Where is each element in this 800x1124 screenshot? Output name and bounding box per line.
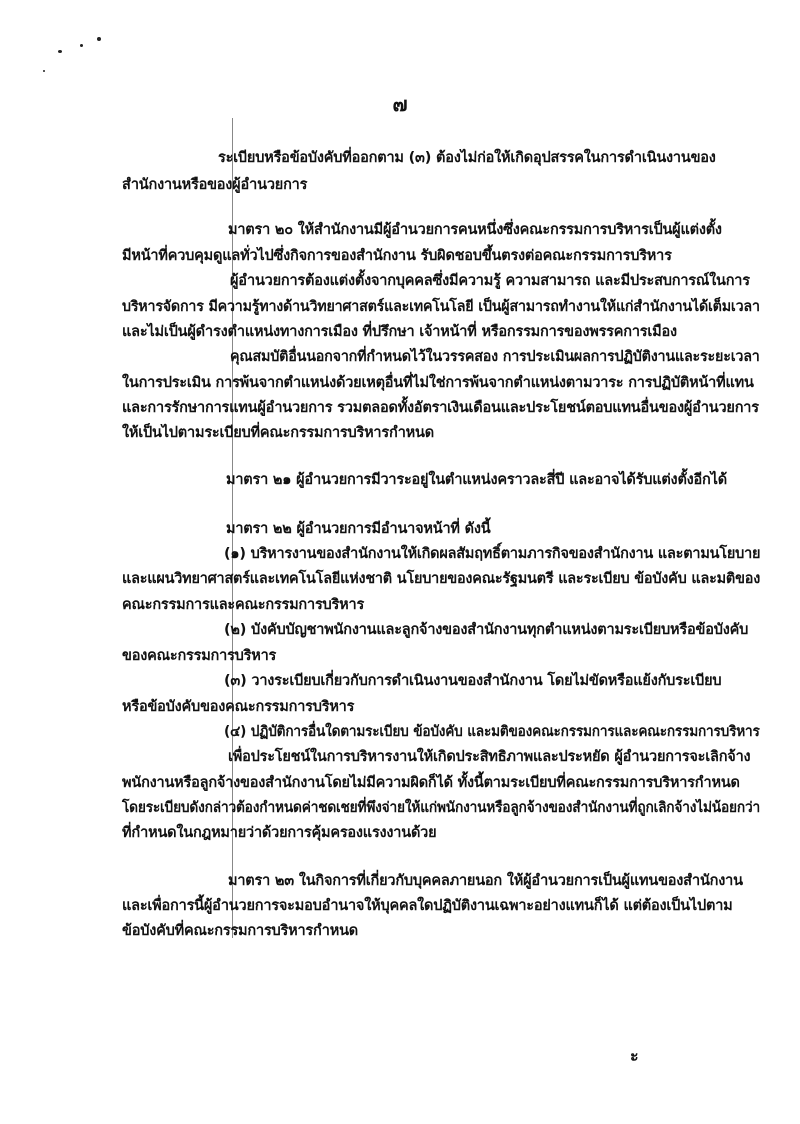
text-line: คุณสมบัติอื่นนอกจากที่กำหนดไว้ในวรรคสอง การประเมินผลการปฏิบัติงานและระยะเวลา (230, 349, 760, 365)
scan-speck (58, 50, 62, 53)
text-line: ของคณะกรรมการบริหาร (122, 648, 277, 664)
scan-speck (97, 37, 101, 41)
text-line: ที่กำหนดในกฎหมายว่าด้วยการคุ้มครองแรงงานด้วย (122, 825, 437, 841)
text-line: เพื่อประโยชน์ในการบริหารงานให้เกิดประสิทธิภาพและประหยัด ผู้อำนวยการจะเลิกจ้าง (228, 749, 751, 765)
text-line: ในการประเมิน การพ้นจากตำแหน่งด้วยเหตุอื่นที่ไม่ใช่การพ้นจากตำแหน่งตามวาระ การปฏิบัติหน้าที่แทน (122, 375, 754, 391)
text-line: คณะกรรมการและคณะกรรมการบริหาร (122, 597, 365, 613)
section-heading-line: มาตรา ๒๒ ผู้อำนวยการมีอำนาจหน้าที่ ดังนี้ (226, 521, 491, 537)
text-line: และการรักษาการแทนผู้อำนวยการ รวมตลอดทั้งอัตราเงินเดือนและประโยชน์ตอบแทนอื่นของผู้อำนวยการ (122, 400, 759, 416)
text-line: สำนักงานหรือของผู้อำนวยการ (122, 177, 308, 193)
text-line: ข้อบังคับที่คณะกรรมการบริหารกำหนด (122, 923, 359, 939)
corner-mark: ะ (630, 1046, 639, 1065)
text-line: และแผนวิทยาศาสตร์และเทคโนโลยีแห่งชาติ นโยบายของคณะรัฐมนตรี และระเบียบ ข้อบังคับ และมติของ (122, 571, 761, 587)
text-line: พนักงานหรือลูกจ้างของสำนักงานโดยไม่มีความผิดก็ได้ ทั้งนี้ตามระเบียบที่คณะกรรมการบริหารกำหนด (122, 775, 740, 791)
text-line: ให้เป็นไปตามระเบียบที่คณะกรรมการบริหารกำหนด (122, 425, 434, 441)
page-number: ๗ (392, 92, 408, 116)
text-line: โดยระเบียบดังกล่าวต้องกำหนดค่าชดเชยที่พึงจ่ายให้แก่พนักงานหรือลูกจ้างของสำนักงานที่ถูกเลิกจ้างไม่น้อยกว่า (122, 800, 760, 816)
text-line: และไม่เป็นผู้ดำรงตำแหน่งทางการเมือง ที่ปรึกษา เจ้าหน้าที่ หรือกรรมการของพรรคการเมือง (122, 324, 677, 340)
section-heading-line: มาตรา ๒๓ ในกิจการที่เกี่ยวกับบุคคลภายนอก ให้ผู้อำนวยการเป็นผู้แทนของสำนักงาน (228, 873, 743, 889)
section-heading-line: มาตรา ๒๑ ผู้อำนวยการมีวาระอยู่ในตำแหน่งคราวละสี่ปี และอาจได้รับแต่งตั้งอีกได้ (226, 472, 727, 488)
text-line: หรือข้อบังคับของคณะกรรมการบริหาร (122, 699, 355, 715)
scan-speck (43, 70, 45, 72)
text-line: มีหน้าที่ควบคุมดูแลทั่วไปซึ่งกิจการของสำนักงาน รับผิดชอบขึ้นตรงต่อคณะกรรมการบริหาร (122, 248, 672, 264)
list-item-line: (๑) บริหารงานของสำนักงานให้เกิดผลสัมฤทธิ์ตามภารกิจของสำนักงาน และตามนโยบาย (224, 546, 761, 562)
text-line: ผู้อำนวยการต้องแต่งตั้งจากบุคคลซึ่งมีความรู้ ความสามารถ และมีประสบการณ์ในการ (230, 273, 750, 289)
list-item-line: (๓) วางระเบียบเกี่ยวกับการดำเนินงานของสำนักงาน โดยไม่ขัดหรือแย้งกับระเบียบ (224, 673, 722, 689)
list-item-line: (๔) ปฏิบัติการอื่นใดตามระเบียบ ข้อบังคับ และมติของคณะกรรมการและคณะกรรมการบริหาร (224, 724, 760, 740)
list-item-line: (๒) บังคับบัญชาพนักงานและลูกจ้างของสำนักงานทุกตำแหน่งตามระเบียบหรือข้อบังคับ (224, 622, 749, 638)
text-line: บริหารจัดการ มีความรู้ทางด้านวิทยาศาสตร์และเทคโนโลยี เป็นผู้สามารถทำงานให้แก่สำนักงานได้เต็มเวลา (122, 299, 760, 315)
text-line: ระเบียบหรือข้อบังคับที่ออกตาม (๓) ต้องไม่ก่อให้เกิดอุปสรรคในการดำเนินงานของ (218, 150, 716, 166)
scan-speck (80, 44, 83, 47)
text-line: และเพื่อการนี้ผู้อำนวยการจะมอบอำนาจให้บุคคลใดปฏิบัติงานเฉพาะอย่างแทนก็ได้ แต่ต้องเป็นไปตาม (122, 898, 733, 914)
section-heading-line: มาตรา ๒๐ ให้สำนักงานมีผู้อำนวยการคนหนึ่งซึ่งคณะกรรมการบริหารเป็นผู้แต่งตั้ง (228, 222, 722, 238)
